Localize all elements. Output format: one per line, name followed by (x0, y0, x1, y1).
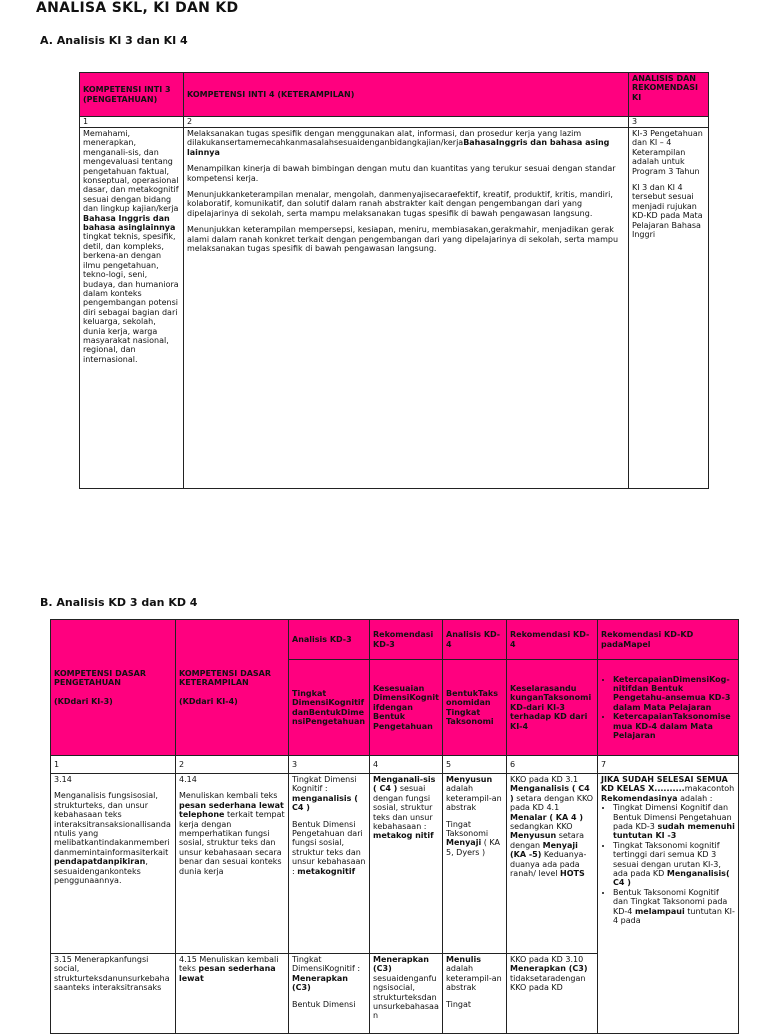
rekomendasi-kd4-header: Rekomendasi KD-4 (507, 620, 598, 660)
section-b-heading: B. Analisis KD 3 dan KD 4 (40, 596, 198, 609)
rekomendasi-kd3-cell: Menerapkan (C3) sesuaidenganfungsisocial, strukturteksdanunsurkebahasaan (370, 954, 443, 1034)
rekomendasi-mapel-subheader: • KetercapaianDimensiKog-nitifdan Bentuk Pengetahu-ansemua KD-3 dalam Mata Pelajaran • KetercapaianTaksonomisemua KD-4 dalam Mata Pelajaran (598, 660, 739, 756)
rekomendasi-kd4-cell: KKO pada KD 3.10 Menerapkan (C3) tidaksetaradengan KKO pada KD (507, 954, 598, 1034)
kd-3-15-cell: 3.15 Menerapkanfungsi social, strukturteksdanunsurkebahasaanteks interaksitransaks (51, 954, 176, 1034)
rekomendasi-kd3-cell: Menganali-sis ( C4 ) sesuai dengan fungsi sosial, struktur teks dan unsur kebahasaan : metakog nitif (370, 774, 443, 954)
kd-4-14-cell: 4.14 Menuliskan kembali teks pesan sederhana lewat telephone terkait tempat kerja dengan memperhatikan fungsi sosial, struktur teks dan unsur kebahasaan secara benar dan sesuai konteks dunia kerja (176, 774, 289, 954)
rekomendasi-mapel-header: Rekomendasi KD-KD padaMapel (598, 620, 739, 660)
kd3-header: KOMPETENSI DASAR PENGETAHUAN (KDdari KI-3) (51, 620, 176, 756)
ki-analysis-header: ANALISIS DAN REKOMENDASI KI (629, 73, 709, 117)
analisis-kd4-header: Analisis KD-4 (443, 620, 507, 660)
ki3-header: KOMPETENSI INTI 3 (PENGETAHUAN) (80, 73, 184, 117)
analisis-kd3-cell: Tingkat Dimensi Kognitif : menganalisis ( C4 ) Bentuk Dimensi Pengetahuan dari fungsi sosial, struktur teks dan unsur kebahasaan : metakognitif (289, 774, 370, 954)
col-number: 3 (629, 117, 709, 128)
rekomendasi-kd4-cell: KKO pada KD 3.1 Menganalisis ( C4 ) setara dengan KKO pada KD 4.1 Menalar ( KA 4 ) sedangkan KKO Menyusun setara dengan Menyaji (KA -5) Keduanya-duanya ada pada ranah/ level HOTS (507, 774, 598, 954)
kd-table (50, 619, 739, 1034)
col-number: 1 (51, 756, 176, 774)
col-number: 4 (370, 756, 443, 774)
analisis-kd4-cell: Menyusun adalah keterampil-an abstrak Tingat Taksonomi Menyaji ( KA 5, Dyers ) (443, 774, 507, 954)
ki3-content: Memahami, menerapkan, menganali-sis, dan mengevaluasi tentang pengetahuan faktual, konseptual, operasional dasar, dan metakognitif sesuai dengan bidang dan lingkup kajian/kerja Bahasa Inggris dan bahasa asinglainnya tingkat teknis, spesifik, detil, dan kompleks, berkena-an dengan ilmu pengetahuan, tekno-logi, seni, budaya, dan humaniora dalam konteks pengembangan potensi diri sebagai bagian dari keluarga, sekolah, dunia kerja, warga masyarakat nasional, regional, dan internasional. (80, 128, 184, 489)
col-number: 6 (507, 756, 598, 774)
col-number: 2 (176, 756, 289, 774)
col-number: 5 (443, 756, 507, 774)
col-number: 1 (80, 117, 184, 128)
rekomendasi-kd3-header: Rekomendasi KD-3 (370, 620, 443, 660)
analisis-kd3-subheader: Tingkat DimensiKognitifdanBentukDimensiPengetahuan (289, 660, 370, 756)
ki4-content: Melaksanakan tugas spesifik dengan menggunakan alat, informasi, dan prosedur kerja yang lazim dilakukansertamemecahkanmasalahsesuaidenganbidangkajian/kerjaBahasaInggris dan bahasa asing lainnya Menampilkan kinerja di bawah bimbingan dengan mutu dan kuantitas yang terukur sesuai dengan standar kompetensi kerja. Menunjukkanketerampilan menalar, mengolah, danmenyajisecaraefektif, kreatif, produktif, kritis, mandiri, kolaboratif, komunikatif, dan solutif dalam ranah abstrakter kait dengan pengembangan dari yang dipelajarinya di sekolah, serta mampu melaksanakan tugas spesifik di bawah pengawasan langsung. Menunjukkan keterampilan mempersepsi, kesiapan, meniru, membiasakan,gerakmahir, menjadikan gerak alami dalam ranah konkret terkait dengan pengembangan dari yang dipelajarinya di sekolah, serta mampu melaksanakan tugas spesifik di bawah pengawasan langsung. (184, 128, 629, 489)
kd4-header: KOMPETENSI DASAR KETERAMPILAN (KDdari KI-4) (176, 620, 289, 756)
col-number: 3 (289, 756, 370, 774)
rekomendasi-kd4-subheader: Keselarasandu kunganTaksonomi KD-dari KI-3 terhadap KD dari KI-4 (507, 660, 598, 756)
col-number: 2 (184, 117, 629, 128)
kd-3-14-cell: 3.14 Menganalisis fungsisosial, strukturteks, dan unsur kebahasaan teks interaksitransaksionalIisandantulis yang melibatkantindakanmemberidanmemintainformasiterkaitpendapatdanpikiran, sesuaidengankonteks penggunaannya. (51, 774, 176, 954)
analisis-kd3-header: Analisis KD-3 (289, 620, 370, 660)
ki4-header: KOMPETENSI INTI 4 (KETERAMPILAN) (184, 73, 629, 117)
analisis-kd4-subheader: BentukTaksonomidan Tingkat Taksonomi (443, 660, 507, 756)
col-number: 7 (598, 756, 739, 774)
kd-4-15-cell: 4.15 Menuliskan kembali teks pesan sederhana lewat (176, 954, 289, 1034)
page-title: ANALISA SKL, KI DAN KD (36, 0, 239, 16)
ki-table (79, 72, 709, 489)
rekomendasi-kd3-subheader: Kesesuaian DimensiKognitifdengan Bentuk Pengetahuan (370, 660, 443, 756)
analisis-kd4-cell: Menulis adalah keterampil-an abstrak Tingat (443, 954, 507, 1034)
ki-analysis-content: KI-3 Pengetahuan dan KI – 4 Keterampilan adalah untuk Program 3 Tahun KI 3 dan KI 4 tersebut sesuai menjadi rujukan KD-KD pada Mata Pelajaran Bahasa Inggri (629, 128, 709, 489)
analisis-kd3-cell: Tingkat DimensiKognitif : Menerapkan (C3) Bentuk Dimensi (289, 954, 370, 1034)
section-a-heading: A. Analisis KI 3 dan KI 4 (40, 34, 188, 47)
rekomendasi-mapel-cell: JIKA SUDAH SELESAI SEMUA KD KELAS X..........makacontoh Rekomendasinya adalah : • Tingkat Dimensi Kognitif dan Bentuk Dimensi Pengetahuan pada KD-3 sudah memenuhi tuntutan KI -3 • Tingkat Taksonomi kognitif tertinggi dari semua KD 3 sesuai dengan urutan KI-3, ada pada KD Menganalisis( C4 ) • Bentuk Taksonomi Kognitif dan Tingkat Taksonomi pada KD-4 melampaui tuntutan KI-4 pada (598, 774, 739, 1034)
